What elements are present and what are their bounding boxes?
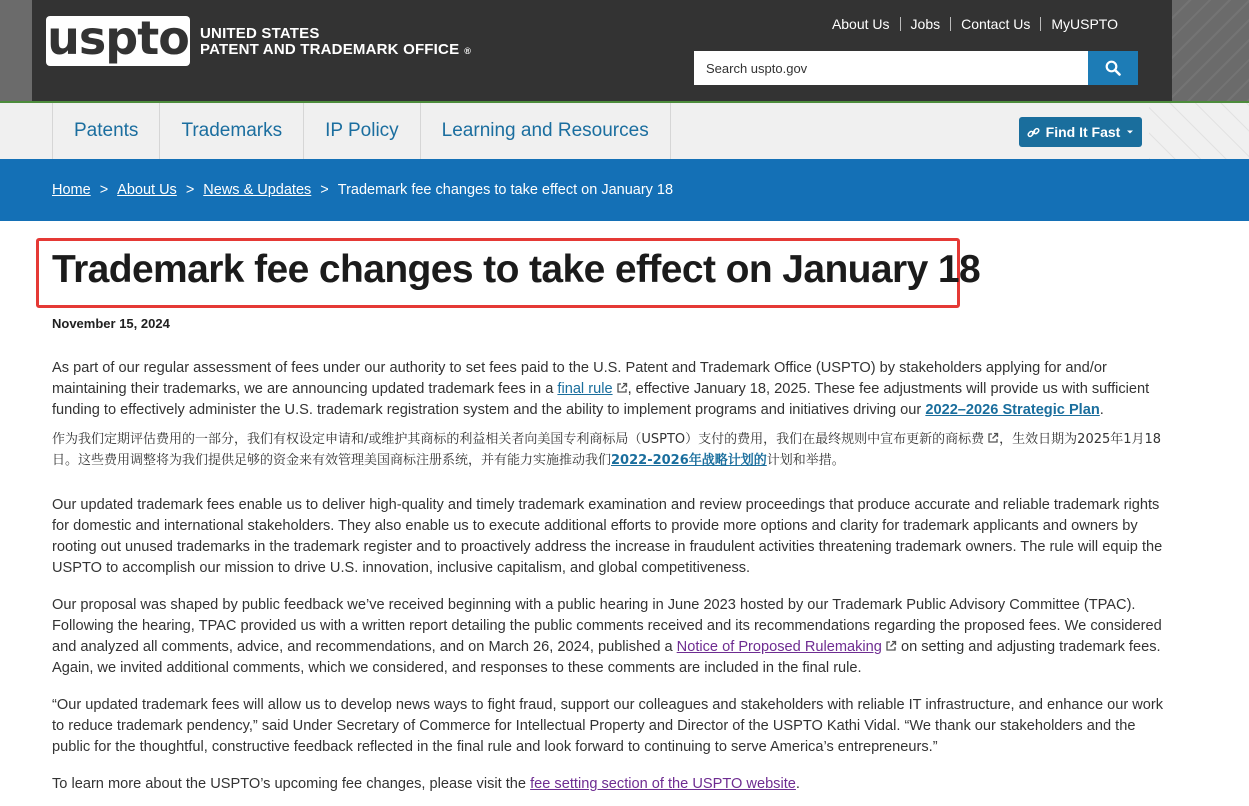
site-header bbox=[0, 0, 1249, 101]
caret-down-icon bbox=[1126, 128, 1134, 136]
breadcrumb bbox=[52, 182, 673, 198]
p1-text-c: . bbox=[1099, 402, 1104, 418]
p5-text-a: To learn more about the USPTO’s upcoming fee changes, please visit the bbox=[52, 776, 531, 792]
breadcrumb-separator: > bbox=[99, 182, 109, 198]
uspto-logo[interactable] bbox=[46, 11, 190, 66]
header-pattern bbox=[1169, 0, 1249, 101]
nav-item-learning-resources[interactable]: Learning and Resources bbox=[421, 103, 671, 159]
util-link-about-us[interactable]: About Us bbox=[831, 16, 890, 32]
nav-item-ip-policy[interactable]: IP Policy bbox=[304, 103, 421, 159]
strategic-plan-link[interactable]: 2022–2026 Strategic Plan bbox=[925, 402, 1100, 418]
find-it-fast-button[interactable] bbox=[1019, 117, 1142, 147]
search-input[interactable] bbox=[694, 51, 1088, 85]
external-link-icon bbox=[987, 432, 999, 444]
nav-item-patents[interactable]: Patents bbox=[53, 103, 160, 159]
search-button[interactable] bbox=[1088, 51, 1138, 85]
paragraph-5 bbox=[52, 774, 1172, 795]
fee-setting-link[interactable]: fee setting section of the USPTO website bbox=[530, 776, 796, 792]
search-icon bbox=[1105, 60, 1121, 76]
paragraph-1 bbox=[52, 358, 1172, 421]
breadcrumb-home[interactable]: Home bbox=[52, 182, 91, 198]
cn-text-b: ，生效日期为2025年1月18日。这些费用调整将为我们提供足够的资金来有效管理美国商标注册系统，并有能力实施推动我们 bbox=[52, 432, 1162, 468]
cn-strategic-plan-link[interactable]: 2022-2026年战略计划的 bbox=[611, 453, 767, 468]
p1-text-a: As part of our regular assessment of fees under our authority to set fees paid to the U.S. Patent and Trademark Office (USPTO) by stakeholders applying for and/or maintaining their trademarks, we are announcing updated trademark fees in a bbox=[52, 360, 1107, 397]
breadcrumb-news-updates[interactable]: News & Updates bbox=[203, 182, 312, 198]
header-inner bbox=[32, 0, 1172, 101]
cn-text-a: 作为我们定期评估费用的一部分，我们有权设定申请和/或维护其商标的利益相关者向美国专利商标局（USPTO）支付的费用，我们在最终规则中宣布更新的商标费 bbox=[52, 432, 985, 447]
agency-name[interactable] bbox=[200, 26, 471, 59]
paragraph-3 bbox=[52, 595, 1172, 679]
breadcrumb-separator: > bbox=[185, 182, 195, 198]
notice-proposed-rulemaking-link[interactable]: Notice of Proposed Rulemaking bbox=[676, 639, 882, 655]
logo-text: uspto bbox=[47, 11, 189, 65]
find-it-fast-label: Find It Fast bbox=[1045, 124, 1121, 140]
paragraph-4: “Our updated trademark fees will allow us to develop news ways to fight fraud, support our colleagues and stakeholders with reliable IT infrastructure, and enhance our work to reduce trademark pendency,” said Under Secretary of Commerce for Intellectual Property and Director of the USPTO Kathi Vidal. “We thank our stakeholders and the public for the thoughtful, constructive feedback reflected in the final rule and look forward to continuing to serve America’s entrepreneurs.” bbox=[52, 697, 1164, 755]
breadcrumb-separator: > bbox=[320, 182, 329, 198]
util-link-contact-us[interactable]: Contact Us bbox=[950, 17, 1040, 31]
p3-text-a: Our proposal was shaped by public feedback we’ve received beginning with a public hearing in June 2023 hosted by our Trademark Public Advisory Committee (TPAC). Following the hearing, TPAC provided us with a written report detailing the public comments received and its recommendations regarding the proposed fees. We considered and analyzed all comments, advice, and recommendations, and on March 26, 2024, published a bbox=[52, 597, 1162, 655]
breadcrumb-about-us[interactable]: About Us bbox=[117, 182, 177, 198]
util-link-jobs[interactable]: Jobs bbox=[900, 17, 951, 31]
p5-text-b: . bbox=[795, 776, 800, 792]
nav-pattern bbox=[1149, 103, 1249, 159]
agency-line-2-wrap bbox=[200, 42, 471, 59]
final-rule-link[interactable]: final rule bbox=[557, 381, 613, 397]
nav-item-trademarks[interactable]: Trademarks bbox=[160, 103, 304, 159]
main-nav bbox=[0, 101, 1249, 159]
publish-date: November 15, 2024 bbox=[52, 316, 170, 331]
util-link-myuspto[interactable]: MyUSPTO bbox=[1040, 17, 1128, 31]
paragraph-2: Our updated trademark fees enable us to deliver high-quality and timely trademark examination and review proceedings that produce accurate and reliable trademark rights for domestic and international stakeholders. They also enable us to execute additional efforts to provide more options and clarity for trademark applicants and owners by rooting out unused trademarks in the trademark register and to proactively address the increase in fraudulent activities threatening trademark owners. The rule will equip the USPTO to accomplish our mission to drive U.S. innovation, inclusive capitalism, and global competitiveness. bbox=[52, 497, 1163, 576]
breadcrumb-current: Trademark fee changes to take effect on January 18 bbox=[337, 182, 674, 198]
utility-nav bbox=[822, 17, 1128, 31]
p3-text-b: on setting and adjusting trademark fees. Again, we invited additional comments, which we considered, and responses to these comments are included in the final rule. bbox=[52, 639, 1161, 676]
agency-line-1: UNITED STATES bbox=[200, 25, 320, 42]
agency-line-2: PATENT AND TRADEMARK OFFICE bbox=[200, 41, 460, 58]
page-title: Trademark fee changes to take effect on January 18 bbox=[52, 248, 981, 291]
paragraph-chinese bbox=[52, 429, 1172, 471]
link-icon bbox=[1027, 126, 1040, 139]
nav-items bbox=[52, 103, 671, 159]
external-link-icon bbox=[616, 382, 628, 394]
cn-text-c: 计划和举措。 bbox=[766, 453, 845, 468]
breadcrumb-bar bbox=[0, 159, 1249, 221]
p1-text-b: , effective January 18, 2025. These fee adjustments will provide us with sufficient funding to effectively administer the U.S. trademark registration system and the ability to implement programs and initiatives driving our bbox=[52, 381, 1150, 418]
search-form bbox=[694, 51, 1138, 85]
external-link-icon bbox=[885, 640, 897, 652]
registered-mark: ® bbox=[464, 46, 472, 56]
